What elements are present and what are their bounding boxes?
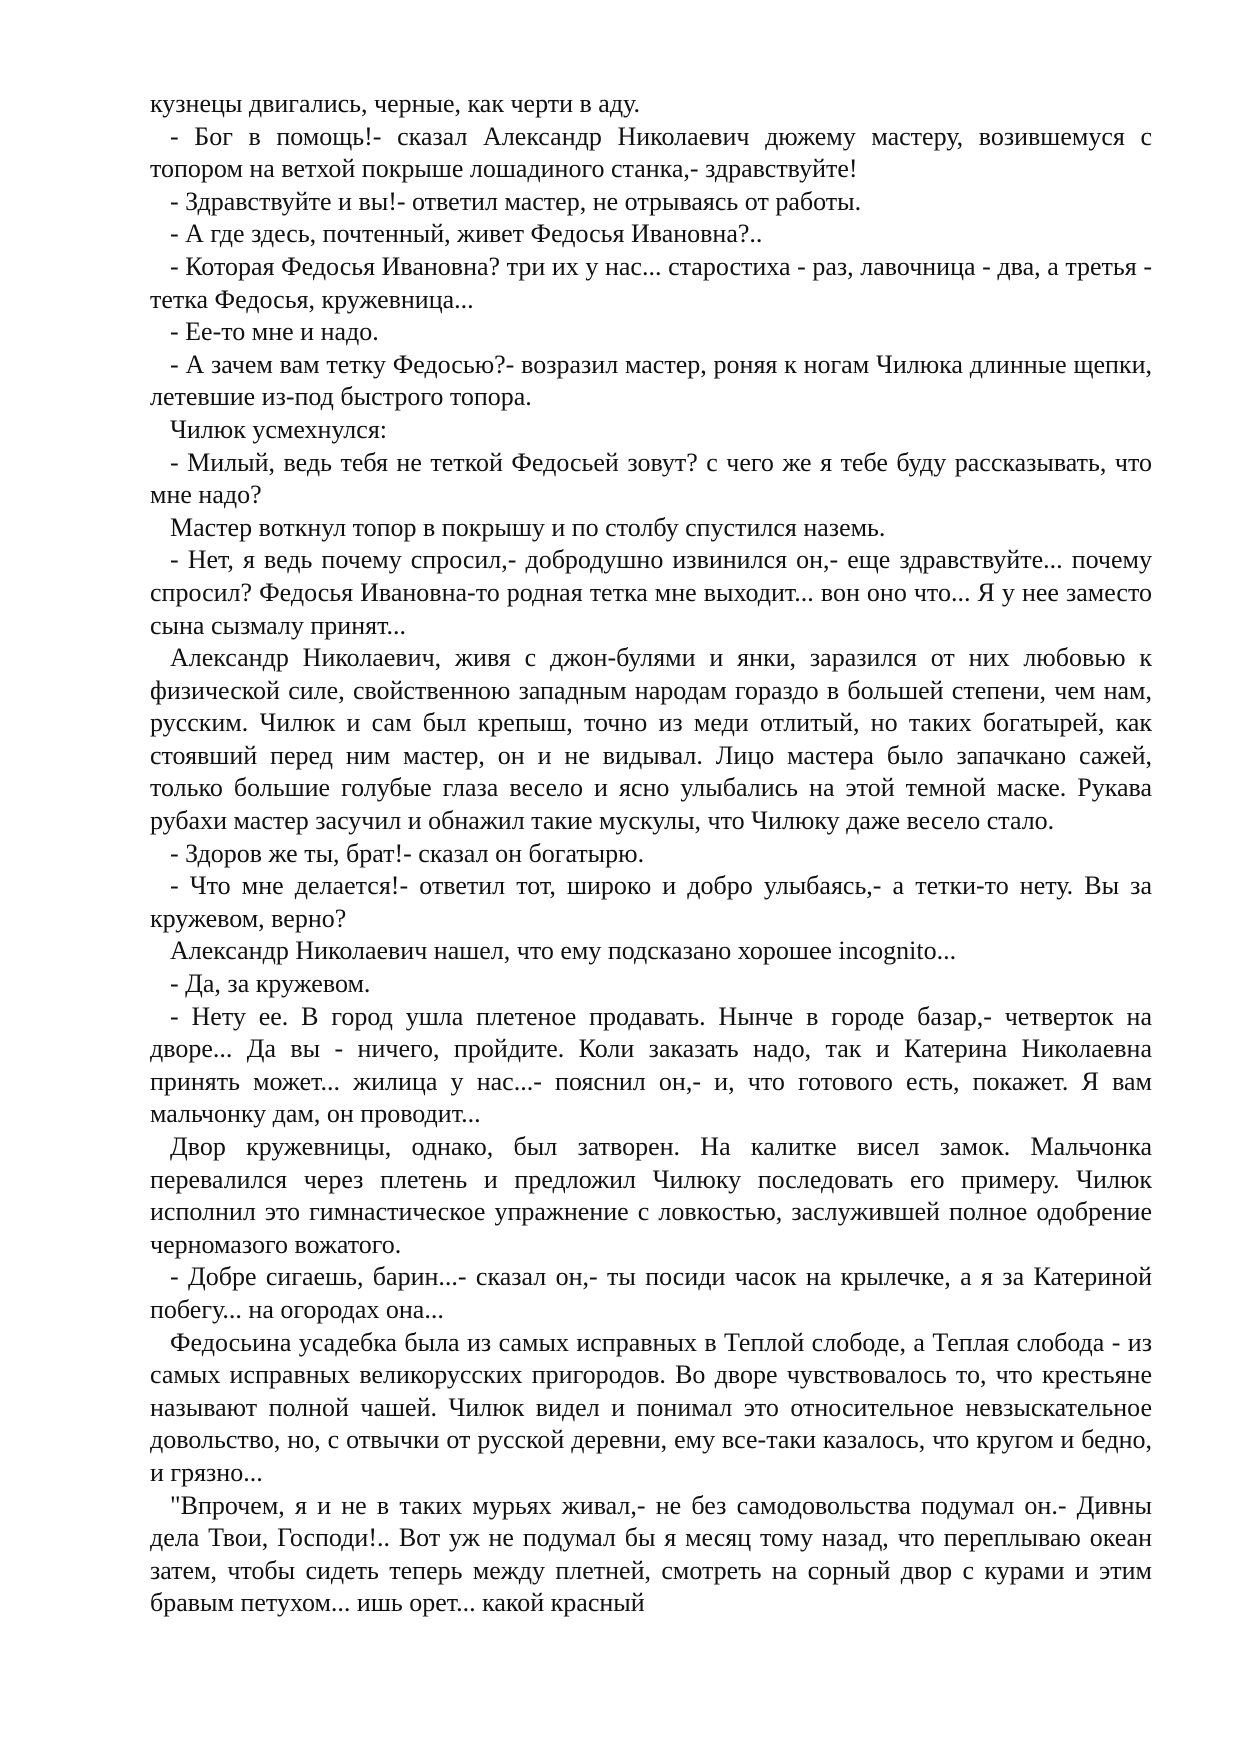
paragraph: Мастер воткнул топор в покрышу и по столбу спустился наземь. bbox=[170, 512, 886, 542]
paragraph: - Что мне делается!- ответил тот, широко и добро улыбаясь,- а тетки-то нету. Вы за кружевом, верно? bbox=[150, 871, 1152, 933]
document-page bbox=[150, 88, 1152, 1620]
paragraph: Александр Николаевич нашел, что ему подсказано хорошее incognito... bbox=[170, 936, 957, 966]
paragraph: - Ее-то мне и надо. bbox=[170, 317, 379, 347]
paragraph: - Здравствуйте и вы!- ответил мастер, не отрываясь от работы. bbox=[170, 186, 862, 216]
paragraph: - Бог в помощь!- сказал Александр Николаевич дюжему мастеру, возившемуся с топором на ветхой покрыше лошадиного станка,- здравствуйте! bbox=[150, 121, 1152, 184]
paragraph: - Милый, ведь тебя не теткой Федосьей зовут? с чего же я тебе буду рассказывать, что мне надо? bbox=[150, 447, 1152, 510]
paragraph: Чилюк усмехнулся: bbox=[170, 414, 388, 444]
paragraph: Александр Николаевич, живя с джон-булями и янки, заразился от них любовью к физической силе, свойственною западным народам гораздо в большей степени, чем нам, русским. Чилюк и сам был крепыш, точно из меди отлитый, но таких богатырей, как стоявший перед ним мастер, он и не видывал. Лицо мастера было запачкано сажей, только большие голубые глаза весело и ясно улыбались на этой темной маске. Рукава рубахи мастер засучил и обнажил такие мускулы, что Чилюку даже весело стало. bbox=[150, 643, 1152, 836]
paragraph: - А где здесь, почтенный, живет Федосья Ивановна?.. bbox=[170, 219, 763, 249]
paragraph: - Нету ее. В город ушла плетеное продавать. Нынче в городе базар,- четверток на дворе... Да вы - ничего, пройдите. Коли заказать надо, так и Катерина Николаевна принять может... жилица у нас...- пояснил он,- и, что готового есть, покажет. Я вам мальчонку дам, он проводит... bbox=[150, 1001, 1152, 1129]
paragraph: кузнецы двигались, черные, как черти в аду. bbox=[150, 89, 640, 118]
paragraph: - Нет, я ведь почему спросил,- добродушно извинился он,- еще здравствуйте... почему спросил? Федосья Ивановна-то родная тетка мне выходит... вон оно что... Я у нее заместо сына сызмалу принят... bbox=[150, 545, 1152, 640]
paragraph: - Добре сигаешь, барин...- сказал он,- ты посиди часок на крылечке, а я за Катериной побегу... на огородах она... bbox=[150, 1262, 1152, 1324]
paragraph: - А зачем вам тетку Федосью?- возразил мастер, роняя к ногам Чилюка длинные щепки, летевшие из-под быстрого топора. bbox=[150, 349, 1152, 412]
paragraph: "Впрочем, я и не в таких мурьях живал,- не без самодовольства подумал он.- Дивны дела Твои, Господи!.. Вот уж не подумал бы я месяц тому назад, что переплываю океан затем, чтобы сидеть теперь между плетней, смотреть на сорный двор с курами и этим бравым петухом... ишь орет... какой красный bbox=[150, 1490, 1152, 1618]
paragraph: - Здоров же ты, брат!- сказал он богатырю. bbox=[170, 838, 645, 868]
paragraph: Двор кружевницы, однако, был затворен. На калитке висел замок. Мальчонка перевалился через плетень и предложил Чилюку последовать его примеру. Чилюк исполнил это гимнастическое упражнение с ловкостью, заслужившей полное одобрение черномазого вожатого. bbox=[150, 1132, 1152, 1259]
paragraph: - Которая Федосья Ивановна? три их у нас... старостиха - раз, лавочница - два, а третья - тетка Федосья, кружевница... bbox=[150, 251, 1152, 314]
paragraph: Федосьина усадебка была из самых исправных в Теплой слободе, а Теплая слобода - из самых исправных великорусских пригородов. Во дворе чувствовалось то, что крестьяне называют полной чашей. Чилюк видел и понимал это относительное невзыскательное довольство, но, с отвычки от русской деревни, ему все-таки казалось, что кругом и бедно, и грязно... bbox=[150, 1327, 1152, 1487]
paragraph: - Да, за кружевом. bbox=[170, 969, 371, 999]
